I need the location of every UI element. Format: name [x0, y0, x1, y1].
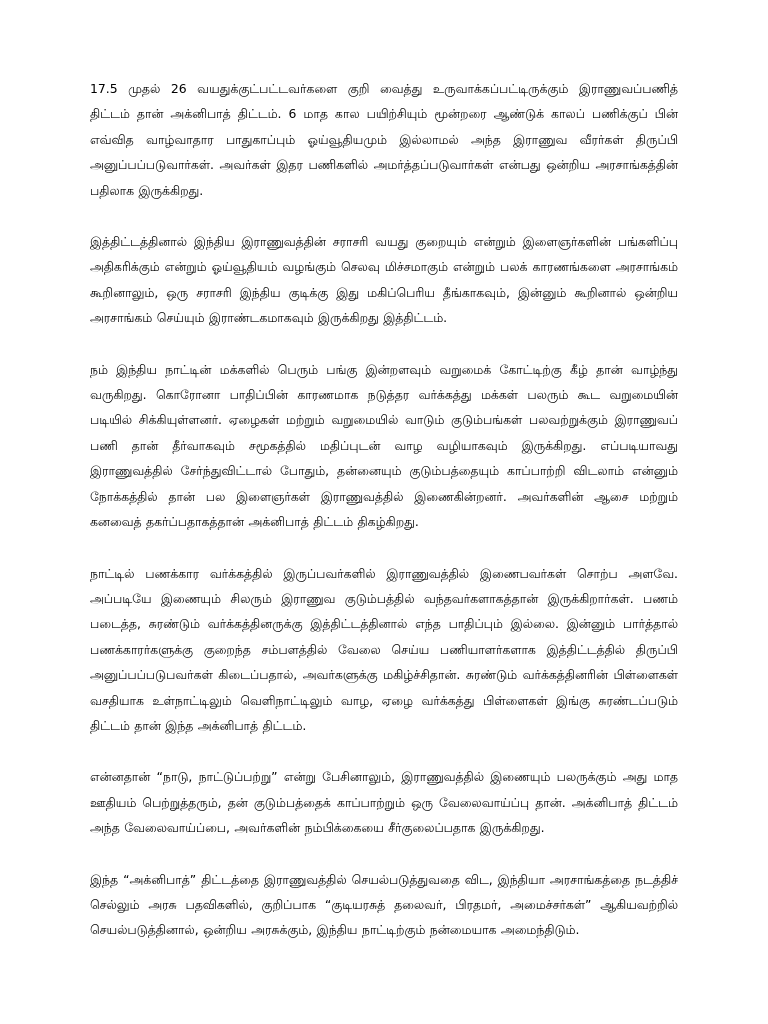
paragraph-5: என்னதான் “நாடு, நாட்டுப்பற்று” என்று பேசினாலும், இராணுவத்தில் இணையும் பலருக்கும் அது மாத ஊதியம் பெற்றுத்தரும், தன் குடும்பத்தைக் காப்பாற்றும் ஒரு வேலைவாய்ப்பு தான். அக்னிபாத் திட்டம் அந்த வேலைவாய்ப்பை, அவர்களின் நம்பிக்கையை சீர்குலைப்பதாக இருக்கிறது. [90, 769, 678, 836]
paragraph-1: 17.5 முதல் 26 வயதுக்குட்பட்டவர்களை குறி வைத்து உருவாக்கப்பட்டிருக்கும் இராணுவப்பணித் திட்டம் தான் அக்னிபாத் திட்டம். 6 மாத கால பயிற்சியும் மூன்றரை ஆண்டுக் காலப் பணிக்குப் பின் எவ்வித வாழ்வாதார பாதுகாப்பும் ஓய்வூதியமும் இல்லாமல் அந்த இராணுவ வீரர்கள் திருப்பி அனுப்பப்படுவார்கள். அவர்கள் இதர பணிகளில் அமர்த்தப்படுவார்கள் என்பது ஒன்றிய அரசாங்கத்தின் பதிலாக இருக்கிறது. [90, 81, 678, 198]
paragraph-4: நாட்டில் பணக்கார வர்க்கத்தில் இருப்பவர்களில் இராணுவத்தில் இணைபவர்கள் சொற்ப அளவே. அப்படியே இணையும் சிலரும் இராணுவ குடும்பத்தில் வந்தவர்களாகத்தான் இருக்கிறார்கள். பணம் படைத்த, சுரண்டும் வர்க்கத்தினருக்கு இத்திட்டத்தினால் எந்த பாதிப்பும் இல்லை. இன்னும் பார்த்தால் பணக்காரர்களுக்கு குறைந்த சம்பளத்தில் வேலை செய்ய பணியாளர்களாக இத்திட்டத்தில் திருப்பி அனுப்பப்படுபவர்கள் கிடைப்பதால், அவர்களுக்கு மகிழ்ச்சிதான். சுரண்டும் வர்க்கத்தினரின் பிள்ளைகள் வசதியாக உள்நாட்டிலும் வெளிநாட்டிலும் வாழ, ஏழை வர்க்கத்து பிள்ளைகள் இங்கு சுரண்டப்படும் திட்டம் தான் இந்த அக்னிபாத் திட்டம். [90, 565, 678, 733]
paragraph-6: இந்த “அக்னிபாத்” திட்டத்தை இராணுவத்தில் செயல்படுத்துவதை விட, இந்தியா அரசாங்கத்தை நடத்திச் செல்லும் அரசு பதவிகளில், குறிப்பாக “குடியரசுத் தலைவர், பிரதமர், அமைச்சர்கள்” ஆகியவற்றில் செயல்படுத்தினால், ஒன்றிய அரசுக்கும், இந்திய நாட்டிற்கும் நன்மையாக அமைந்திடும். [90, 871, 678, 938]
paragraph-3: நம் இந்திய நாட்டின் மக்களில் பெரும் பங்கு இன்றளவும் வறுமைக் கோட்டிற்கு கீழ் தான் வாழ்ந்து வருகிறது. கொரோனா பாதிப்பின் காரணமாக நடுத்தர வர்க்கத்து மக்கள் பலரும் கூட வறுமையின் படியில் சிக்கியுள்ளனர். ஏழைகள் மற்றும் வறுமையில் வாடும் குடும்பங்கள் பலவற்றுக்கும் இராணுவப் பணி தான் தீர்வாகவும் சமூகத்தில் மதிப்புடன் வாழ வழியாகவும் இருக்கிறது. எப்படியாவது இராணுவத்தில் சேர்ந்துவிட்டால் போதும், தன்னையும் குடும்பத்தையும் காப்பாற்றி விடலாம் என்னும் நோக்கத்தில் தான் பல இளைஞர்கள் இராணுவத்தில் இணைகின்றனர். அவர்களின் ஆசை மற்றும் கனவைத் தகர்ப்பதாகத்தான் அக்னிபாத் திட்டம் திகழ்கிறது. [90, 361, 678, 530]
paragraph-2: இத்திட்டத்தினால் இந்திய இராணுவத்தின் சராசரி வயது குறையும் என்றும் இளைஞர்களின் பங்களிப்பு அதிகரிக்கும் என்றும் ஓய்வூதியம் வழங்கும் செலவு மிச்சமாகும் என்றும் பலக் காரணங்களை அரசாங்கம் கூறினாலும், ஒரு சராசரி இந்திய குடிக்கு இது மகிப்பெரிய தீங்காகவும், இன்னும் கூறினால் ஒன்றிய அரசாங்கம் செய்யும் இராண்டகமாகவும் இருக்கிறது இத்திட்டம். [90, 234, 678, 326]
document-page [90, 76, 678, 969]
